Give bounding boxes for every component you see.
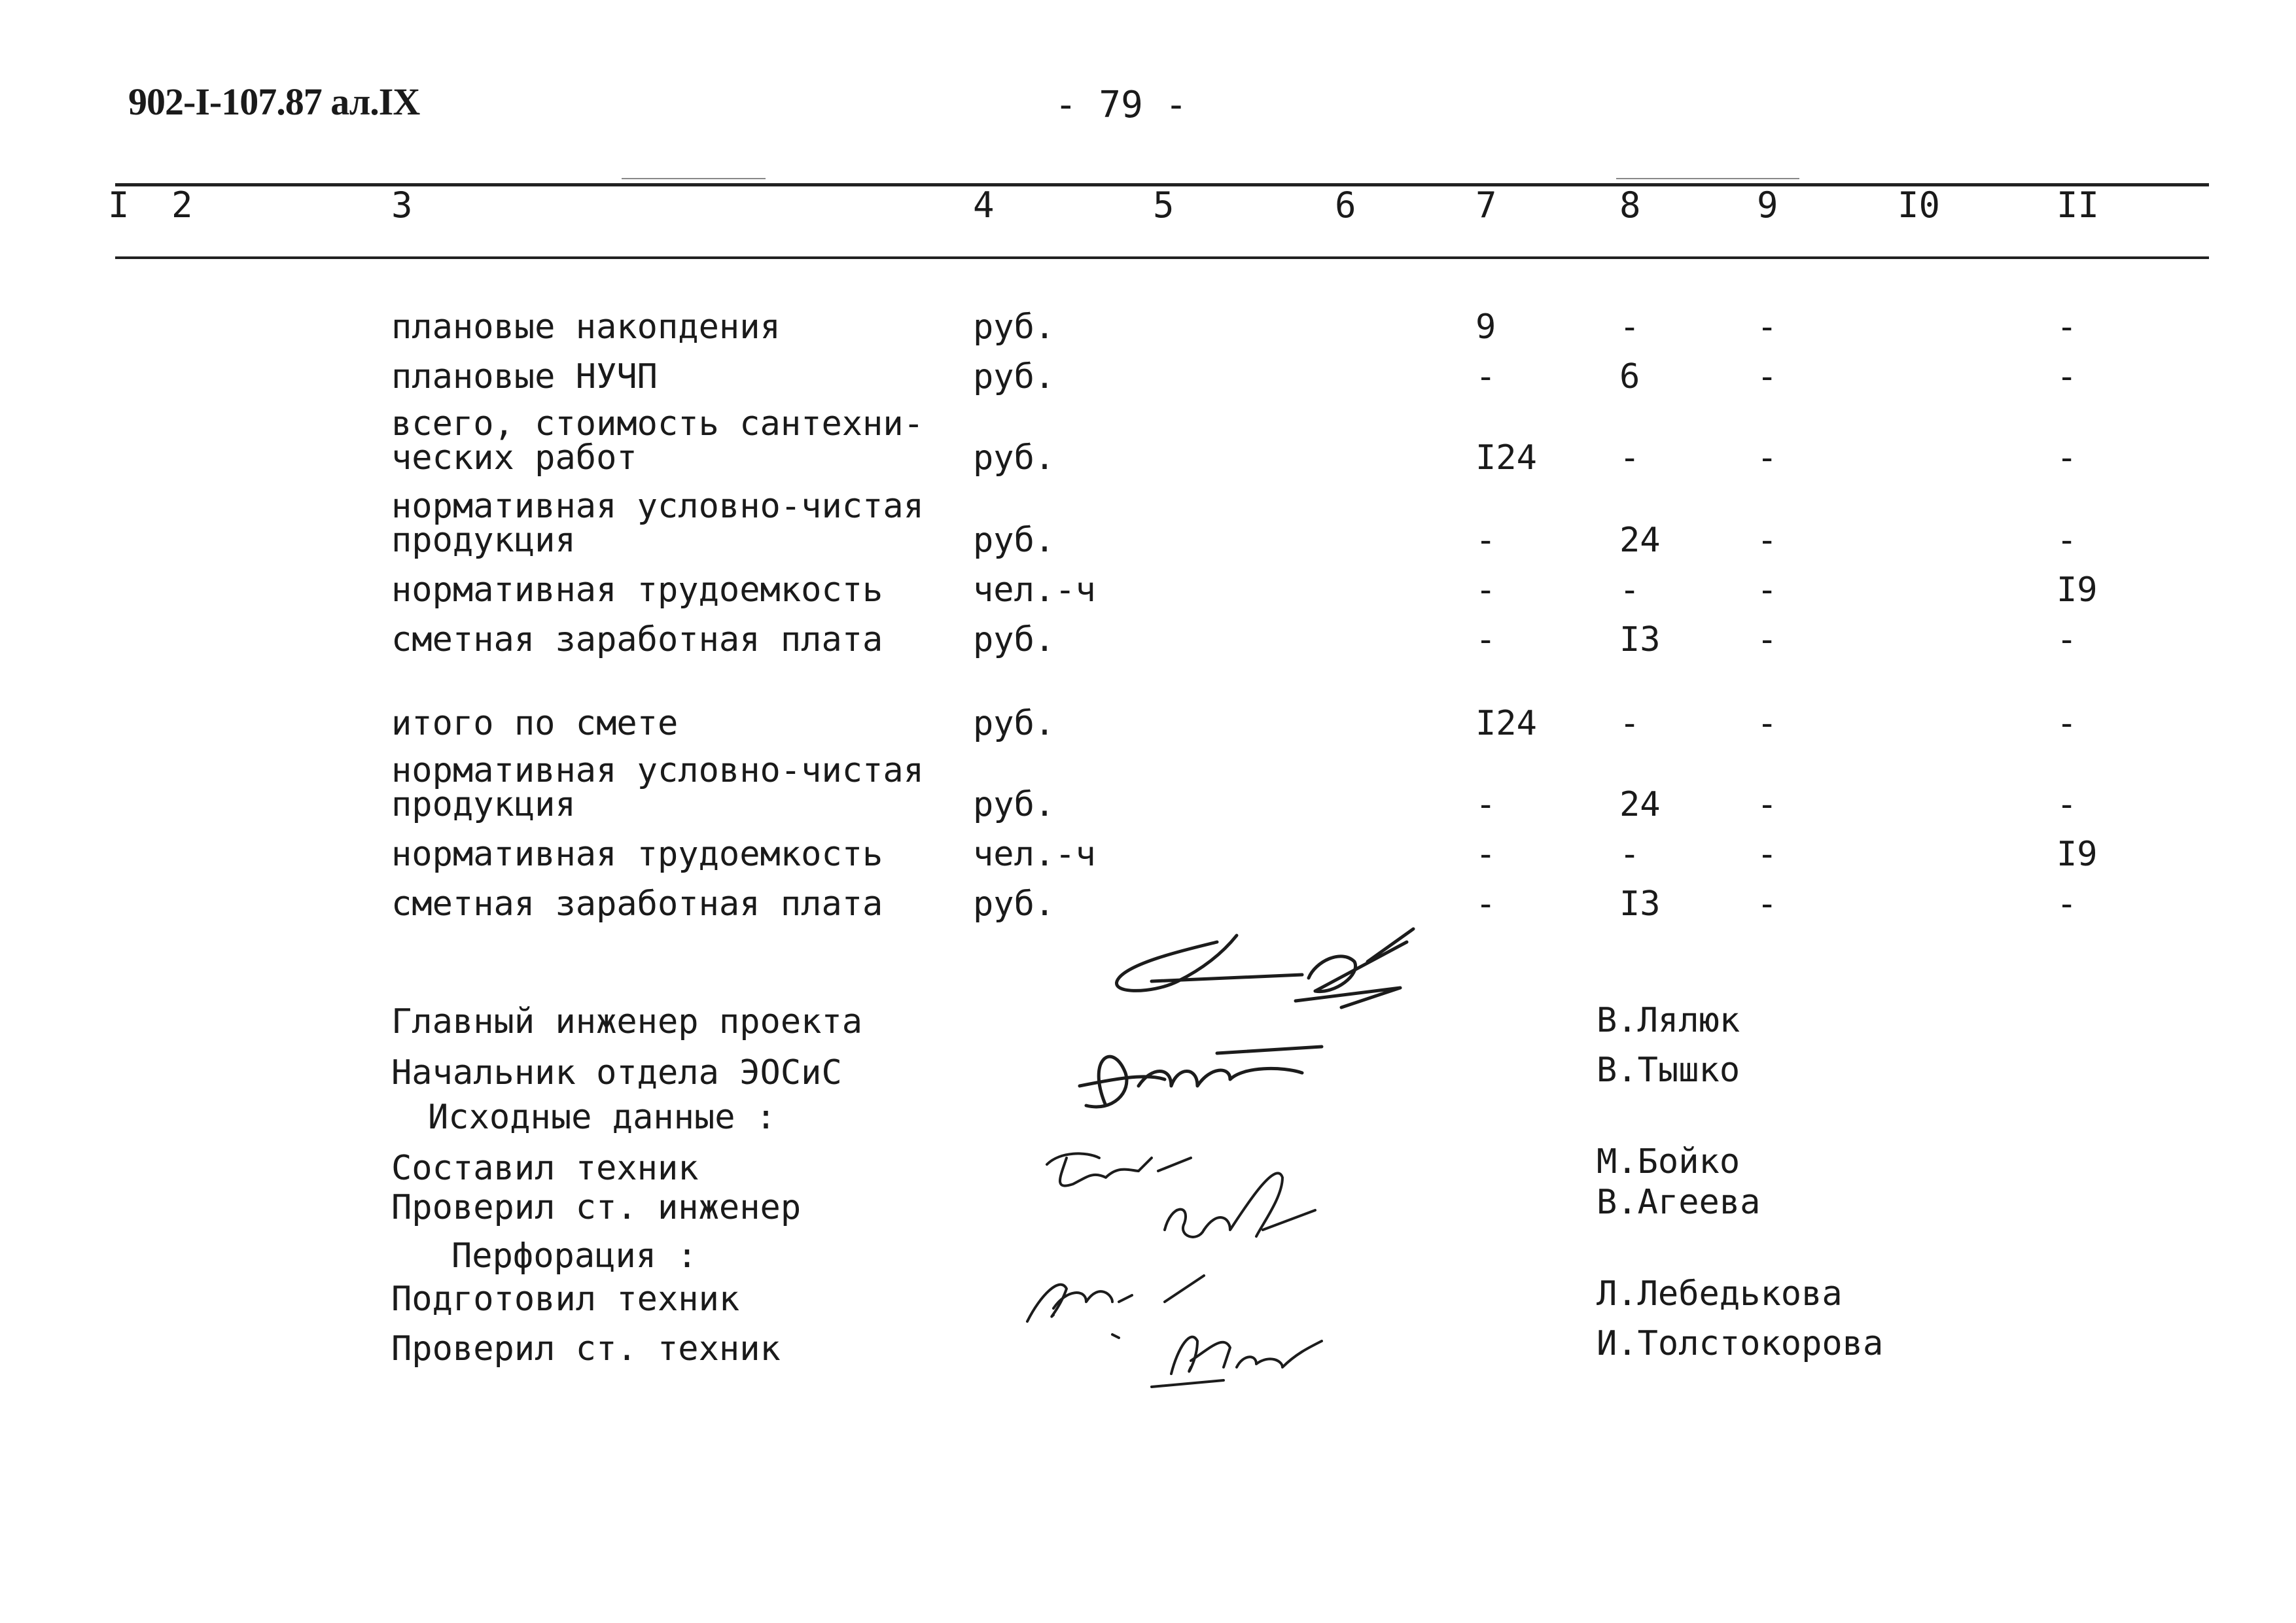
row-unit: руб. [973, 438, 1055, 478]
row-value-c7: - [1475, 357, 1496, 396]
row-value-c9: - [1757, 835, 1778, 874]
row-item-name: сметная заработная плата [391, 620, 883, 659]
name-prepared: Л.Лебедькова [1597, 1274, 1843, 1314]
signature-checked-technician-mark [1152, 1337, 1322, 1387]
row-item-name: нормативная трудоемкость [391, 570, 883, 610]
name-compiled: М.Бойко [1597, 1142, 1740, 1181]
column-header-col-5: 5 [1153, 184, 1174, 226]
row-value-c7: - [1475, 835, 1496, 874]
role-prepared: Подготовил техник [391, 1280, 740, 1319]
column-header-col-8: 8 [1619, 184, 1641, 226]
row-item-name: сметная заработная плата [391, 884, 883, 924]
column-header-col-7: 7 [1475, 184, 1497, 226]
column-header-col-9: 9 [1757, 184, 1778, 226]
column-header-col-10: I0 [1898, 184, 1941, 226]
row-item-name: ческих работ [391, 438, 637, 478]
row-value-c7: I24 [1475, 438, 1537, 478]
row-value-c7: - [1475, 521, 1496, 560]
page-number: - 79 - [1055, 84, 1188, 126]
row-value-c11: - [2057, 521, 2077, 560]
role-chief-engineer: Главный инженер проекта [391, 1002, 863, 1041]
row-value-c8: I3 [1619, 620, 1661, 659]
column-header-col-2: 2 [171, 184, 193, 226]
row-unit: руб. [973, 307, 1055, 347]
row-value-c8: - [1619, 438, 1640, 478]
row-unit: руб. [973, 785, 1055, 824]
row-unit: руб. [973, 704, 1055, 743]
row-value-c11: I9 [2057, 835, 2098, 874]
name-checked-technician: И.Толстокорова [1597, 1324, 1884, 1363]
row-value-c9: - [1757, 521, 1778, 560]
row-value-c8: 6 [1619, 357, 1640, 396]
row-value-c11: - [2057, 357, 2077, 396]
signature-prepared-mark [1027, 1276, 1204, 1338]
signature-chief-engineer-mark [1116, 929, 1413, 1007]
row-item-name: нормативная условно-чистая [391, 487, 924, 526]
row-value-c11: I9 [2057, 570, 2098, 610]
row-value-c8: - [1619, 570, 1640, 610]
row-value-c8: - [1619, 307, 1640, 347]
row-value-c9: - [1757, 307, 1778, 347]
row-value-c9: - [1757, 704, 1778, 743]
row-value-c9: - [1757, 357, 1778, 396]
row-value-c11: - [2057, 785, 2077, 824]
document-code: 902-I-107.87 ал.IX [128, 80, 420, 123]
row-value-c7: - [1475, 884, 1496, 924]
row-item-name: плановые НУЧП [391, 357, 658, 396]
name-dept-head: В.Тышко [1597, 1051, 1740, 1090]
row-value-c7: - [1475, 570, 1496, 610]
row-item-name: нормативная трудоемкость [391, 835, 883, 874]
row-item-name: всего, стоимость сантехни- [391, 404, 924, 444]
role-compiled: Составил техник [391, 1149, 699, 1188]
row-unit: руб. [973, 884, 1055, 924]
signature-compiled-mark [1047, 1153, 1191, 1185]
row-value-c11: - [2057, 307, 2077, 347]
signature-dept-head-mark [1080, 1047, 1322, 1107]
row-value-c9: - [1757, 570, 1778, 610]
row-value-c9: - [1757, 620, 1778, 659]
row-value-c8: - [1619, 704, 1640, 743]
row-unit: чел.-ч [973, 570, 1096, 610]
row-value-c7: I24 [1475, 704, 1537, 743]
section-perforation: Перфорация : [451, 1236, 698, 1276]
row-value-c8: 24 [1619, 785, 1661, 824]
row-value-c8: - [1619, 835, 1640, 874]
column-header-col-4: 4 [973, 184, 995, 226]
row-item-name: плановые накопдения [391, 307, 781, 347]
section-source-data: Исходные данные : [428, 1098, 777, 1137]
row-unit: руб. [973, 357, 1055, 396]
column-header-col-6: 6 [1335, 184, 1356, 226]
column-header-col-11: II [2057, 184, 2100, 226]
column-header-col-3: 3 [391, 184, 413, 226]
row-value-c9: - [1757, 884, 1778, 924]
row-value-c11: - [2057, 884, 2077, 924]
row-value-c8: I3 [1619, 884, 1661, 924]
row-value-c11: - [2057, 620, 2077, 659]
row-value-c11: - [2057, 438, 2077, 478]
row-value-c8: 24 [1619, 521, 1661, 560]
name-checked-engineer: В.Агеева [1597, 1183, 1761, 1222]
row-unit: чел.-ч [973, 835, 1096, 874]
signature-checked-engineer-mark [1165, 1173, 1315, 1237]
row-value-c9: - [1757, 785, 1778, 824]
role-checked-technician: Проверил ст. техник [391, 1329, 781, 1369]
row-item-name: продукция [391, 521, 576, 560]
row-unit: руб. [973, 521, 1055, 560]
row-value-c9: - [1757, 438, 1778, 478]
column-header-col-1: I [108, 184, 130, 226]
row-value-c7: 9 [1475, 307, 1496, 347]
row-item-name: итого по смете [391, 704, 679, 743]
name-chief-engineer: В.Лялюк [1597, 1001, 1740, 1040]
row-value-c11: - [2057, 704, 2077, 743]
role-dept-head: Начальник отдела ЭОСиС [391, 1053, 842, 1092]
role-checked-engineer: Проверил ст. инженер [391, 1188, 802, 1227]
row-item-name: нормативная условно-чистая [391, 751, 924, 790]
row-value-c7: - [1475, 785, 1496, 824]
row-item-name: продукция [391, 785, 576, 824]
row-value-c7: - [1475, 620, 1496, 659]
row-unit: руб. [973, 620, 1055, 659]
